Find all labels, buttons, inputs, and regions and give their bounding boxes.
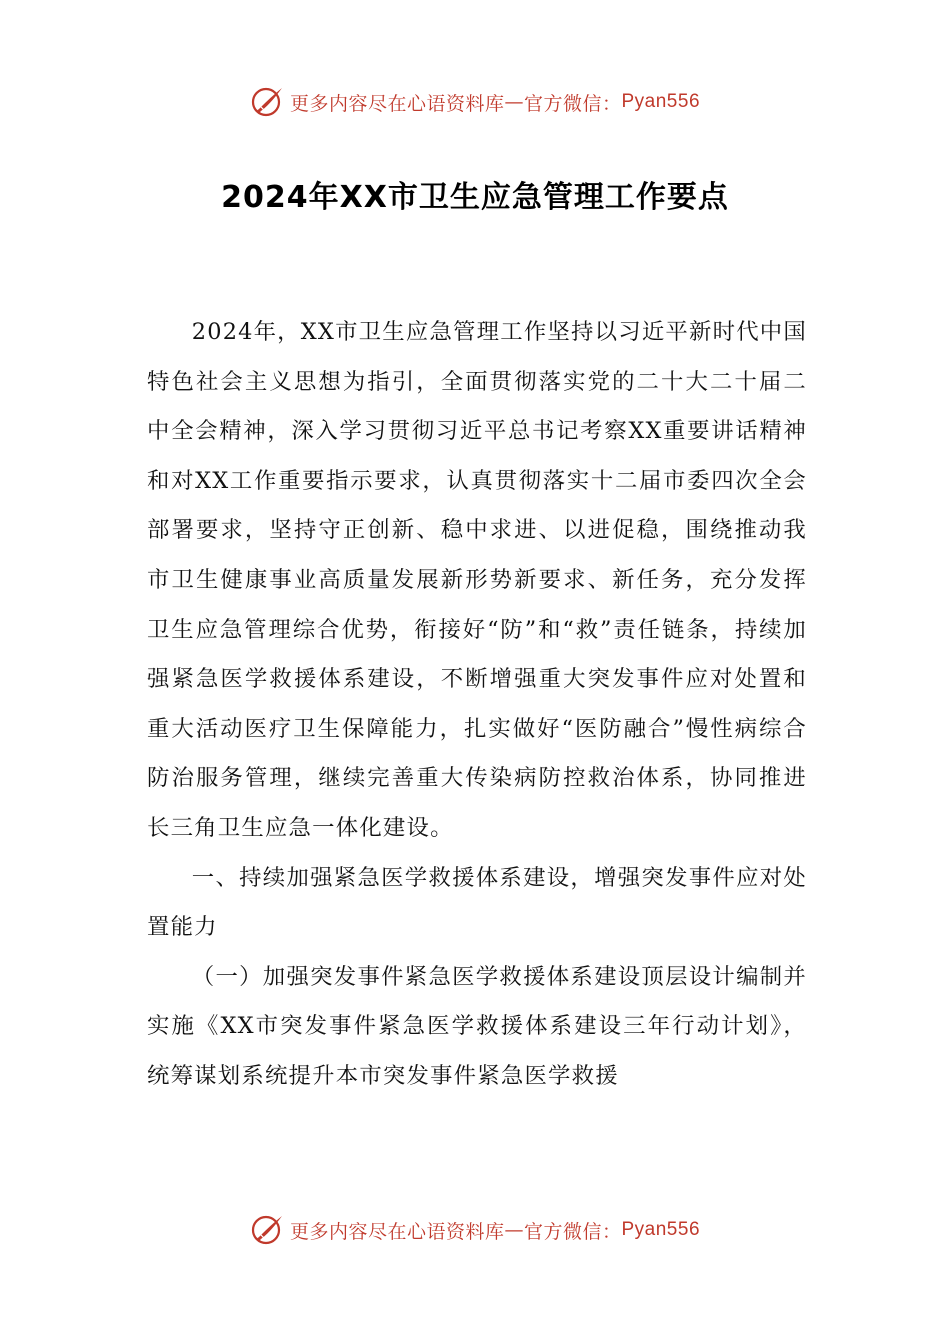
quill-logo-icon bbox=[250, 1212, 286, 1248]
watermark-id: Pyan556 bbox=[621, 91, 701, 112]
watermark-dash: — bbox=[504, 1219, 524, 1241]
watermark-header bbox=[0, 84, 950, 120]
watermark-dash: — bbox=[504, 91, 524, 113]
document-title: 2024年XX市卫生应急管理工作要点 bbox=[221, 180, 729, 215]
watermark-label: 官方微信： bbox=[523, 92, 622, 115]
watermark-text: 更多内容尽在心语资料库 bbox=[289, 1220, 505, 1243]
section-heading-1: 一、持续加强紧急医学救援体系建设，增强突发事件应对处置能力 bbox=[147, 864, 807, 941]
document-body bbox=[147, 308, 807, 1102]
watermark-id: Pyan556 bbox=[621, 1219, 701, 1240]
watermark-label: 官方微信： bbox=[523, 1220, 622, 1243]
paragraph-intro: 2024年，XX市卫生应急管理工作坚持以习近平新时代中国特色社会主义思想为指引，全面贯彻落实党的二十大二十届二中全会精神，深入学习贯彻习近平总书记考察XX重要讲话精神和对XX工作重要指示要求，认真贯彻落实十二届市委四次全会部署要求，坚持守正创新、稳中求进、以进促稳，围绕推动我市卫生健康事业高质量发展新形势新要求、新任务，充分发挥卫生应急管理综合优势，衔接好“防”和“救”责任链条，持续加强紧急医学救援体系建设，不断增强重大突发事件应对处置和重大活动医疗卫生保障能力，扎实做好“医防融合”慢性病综合防治服务管理，继续完善重大传染病防控救治体系，协同推进长三角卫生应急一体化建设。 bbox=[147, 319, 807, 841]
watermark-text: 更多内容尽在心语资料库 bbox=[289, 92, 505, 115]
watermark-footer bbox=[0, 1212, 950, 1248]
quill-logo-icon bbox=[250, 84, 286, 120]
subsection-paragraph-1: （一）加强突发事件紧急医学救援体系建设顶层设计编制并实施《XX市突发事件紧急医学救援体系建设三年行动计划》，统筹谋划系统提升本市突发事件紧急医学救援 bbox=[147, 963, 807, 1089]
